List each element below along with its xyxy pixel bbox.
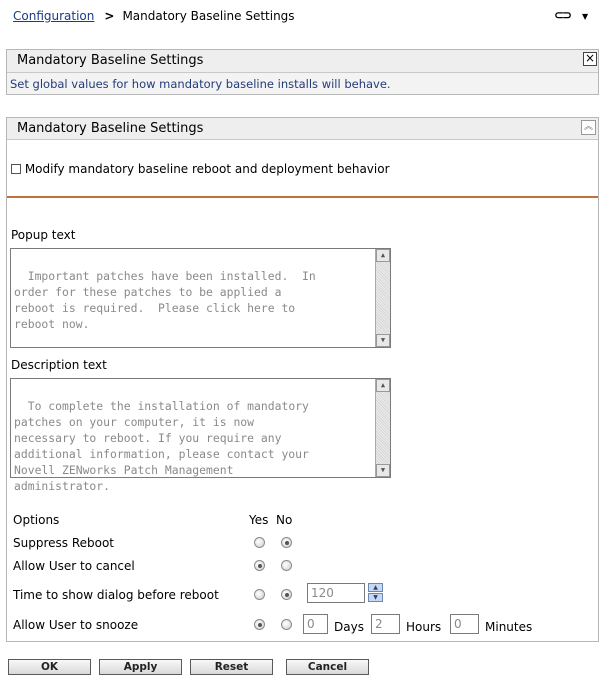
info-panel-description: Set global values for how mandatory baseline installs will behave. bbox=[7, 72, 598, 94]
suppress-reboot-no-radio[interactable] bbox=[281, 537, 292, 548]
cancel-button[interactable]: Cancel bbox=[286, 659, 369, 675]
options-header: Options bbox=[13, 513, 60, 527]
settings-panel-title: Mandatory Baseline Settings bbox=[17, 121, 204, 136]
link-icon[interactable]: ⊂⊃ bbox=[554, 8, 571, 22]
popup-textarea[interactable] bbox=[10, 248, 391, 348]
days-label: Days bbox=[334, 620, 364, 634]
scroll-up-icon[interactable]: ▲ bbox=[376, 379, 390, 392]
snooze-minutes-input[interactable]: 0 bbox=[450, 614, 479, 634]
settings-panel-header bbox=[7, 118, 598, 140]
allow-cancel-yes-radio[interactable] bbox=[254, 560, 265, 571]
popup-scrollbar[interactable] bbox=[375, 249, 390, 347]
allow-cancel-label: Allow User to cancel bbox=[13, 559, 135, 573]
popup-text-value: Important patches have been installed. In order for these patches to be applied a reboot is required. Please click here to reboot now. bbox=[14, 269, 316, 331]
close-icon[interactable]: × bbox=[584, 51, 596, 65]
description-text-label: Description text bbox=[11, 358, 107, 372]
suppress-reboot-yes-radio[interactable] bbox=[254, 537, 265, 548]
description-textarea[interactable] bbox=[10, 378, 391, 493]
no-column-header: No bbox=[276, 513, 293, 527]
reset-button[interactable]: Reset bbox=[190, 659, 273, 675]
allow-snooze-no-radio[interactable] bbox=[281, 619, 292, 630]
breadcrumb bbox=[13, 9, 295, 23]
spin-down-icon[interactable]: ▼ bbox=[368, 593, 383, 602]
chevron-down-icon[interactable]: ▼ bbox=[581, 12, 589, 21]
page-title: Mandatory Baseline Settings bbox=[122, 9, 295, 23]
yes-column-header: Yes bbox=[249, 513, 269, 527]
time-to-show-label: Time to show dialog before reboot bbox=[13, 588, 219, 602]
modify-behavior-row bbox=[11, 162, 390, 176]
spin-up-icon[interactable]: ▲ bbox=[368, 583, 383, 592]
suppress-reboot-label: Suppress Reboot bbox=[13, 536, 115, 550]
allow-snooze-label: Allow User to snooze bbox=[13, 618, 139, 632]
modify-behavior-label: Modify mandatory baseline reboot and deployment behavior bbox=[24, 162, 390, 176]
collapse-icon[interactable]: ︽ bbox=[581, 120, 596, 135]
snooze-days-input[interactable]: 0 bbox=[303, 614, 328, 634]
scroll-down-icon[interactable]: ▼ bbox=[376, 464, 390, 477]
info-panel bbox=[6, 49, 599, 95]
scroll-down-icon[interactable]: ▼ bbox=[376, 334, 390, 347]
ok-button[interactable]: OK bbox=[8, 659, 91, 675]
time-to-show-input[interactable]: 120 bbox=[307, 583, 365, 603]
time-to-show-no-radio[interactable] bbox=[281, 589, 292, 600]
time-to-show-yes-radio[interactable] bbox=[254, 589, 265, 600]
hours-label: Hours bbox=[406, 620, 442, 634]
allow-snooze-yes-radio[interactable] bbox=[254, 619, 265, 630]
description-text-value: To complete the installation of mandatory patches on your computer, it is now necessary to reboot. If you require any additional information, please contact your Novell ZENworks Patch Management administrator. bbox=[14, 399, 309, 493]
info-panel-title: Mandatory Baseline Settings bbox=[17, 53, 204, 68]
description-scrollbar[interactable] bbox=[375, 379, 390, 477]
apply-button[interactable]: Apply bbox=[99, 659, 182, 675]
section-divider bbox=[7, 196, 598, 198]
allow-cancel-no-radio[interactable] bbox=[281, 560, 292, 571]
snooze-hours-input[interactable]: 2 bbox=[371, 614, 400, 634]
header-actions bbox=[554, 8, 588, 22]
modify-behavior-checkbox[interactable] bbox=[11, 164, 21, 174]
scroll-up-icon[interactable]: ▲ bbox=[376, 249, 390, 262]
popup-text-label: Popup text bbox=[11, 228, 76, 242]
breadcrumb-configuration-link[interactable]: Configuration bbox=[13, 9, 95, 23]
breadcrumb-separator: > bbox=[104, 9, 115, 23]
minutes-label: Minutes bbox=[485, 620, 533, 634]
